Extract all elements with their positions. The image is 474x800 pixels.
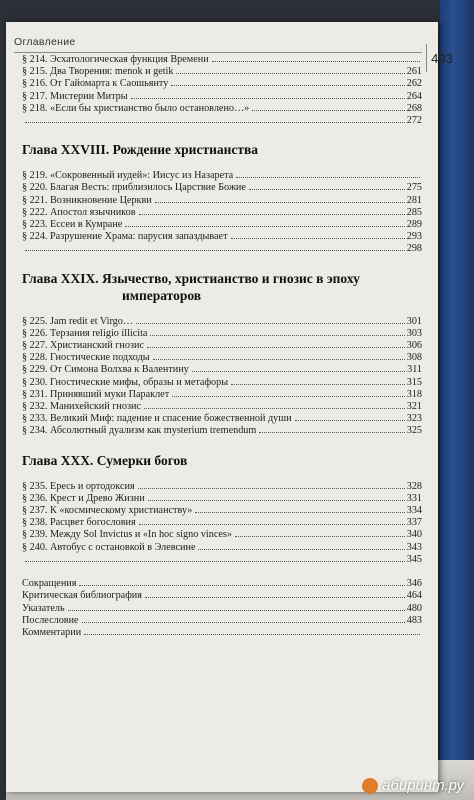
leader-dots (172, 396, 405, 397)
leader-dots (25, 250, 405, 251)
toc-entry-page: 289 (406, 219, 422, 231)
toc-entry-title: § 215. Два Творения: menok и getik (22, 66, 174, 78)
toc-entry-title: § 219. «Сокровенный иудей»: Иисус из Назарета (22, 170, 234, 182)
toc-entry[interactable] (22, 66, 422, 78)
toc-entry[interactable] (22, 195, 422, 207)
chapter-heading[interactable] (22, 270, 422, 304)
toc-entry[interactable] (22, 243, 422, 255)
leader-dots (147, 347, 405, 348)
toc-entry[interactable] (22, 115, 422, 127)
toc-entry[interactable] (22, 603, 422, 615)
leader-dots (236, 177, 420, 178)
toc-entry-page: 480 (406, 602, 422, 614)
toc-entry-page: 262 (406, 78, 422, 90)
leader-dots (125, 226, 404, 227)
toc-entry[interactable] (22, 340, 422, 352)
leader-dots (231, 238, 405, 239)
leader-dots (82, 622, 405, 623)
toc-entry-page: 464 (406, 590, 422, 602)
toc-entry-page: 272 (406, 115, 422, 127)
toc-entry-page: 281 (406, 194, 422, 206)
leader-dots (195, 512, 404, 513)
toc-entry-page: 346 (406, 578, 422, 590)
toc-entry[interactable] (22, 103, 422, 115)
leader-dots (138, 488, 405, 489)
toc-entry-title: § 223. Ессеи в Кумране (22, 219, 123, 231)
leader-dots (25, 561, 405, 562)
toc-entry-page: 268 (406, 102, 422, 114)
leader-dots (131, 98, 405, 99)
toc-entry[interactable] (22, 219, 422, 231)
toc-entry-title: § 232. Манихейский гнозис (22, 401, 141, 413)
leader-dots (148, 500, 405, 501)
toc-entry-page: 306 (406, 340, 422, 352)
toc-entry[interactable] (22, 542, 422, 554)
chapter-title: Глава XXVIII. Рождение христианства (22, 142, 259, 158)
leader-dots (252, 110, 404, 111)
toc-entry-page: 345 (406, 553, 422, 565)
leader-dots (176, 73, 404, 74)
toc-entry-title: § 218. «Если бы христианство было остановлено…» (22, 102, 250, 114)
back-matter (22, 578, 422, 639)
toc-entry[interactable] (22, 170, 422, 182)
toc-entry-page: 321 (406, 401, 422, 413)
chapter-heading[interactable] (22, 452, 422, 469)
toc-entry-title: § 236. Крест и Древо Жизни (22, 492, 145, 504)
toc-entry-page: 315 (406, 376, 422, 388)
toc-entry-page: 298 (406, 243, 422, 255)
chapter-title: Глава XXIX. Язычество, христианство и гнозис в эпоху (22, 270, 360, 286)
leader-dots (212, 61, 420, 62)
toc-section (22, 54, 422, 127)
toc-entry[interactable] (22, 413, 422, 425)
leader-dots (144, 408, 405, 409)
leader-dots (139, 524, 405, 525)
toc-entry-page: 323 (406, 413, 422, 425)
toc-entry-title: § 239. Между Sol Invictus и «In hoc signo vinces» (22, 529, 232, 541)
toc-entry[interactable] (22, 493, 422, 505)
toc-entry[interactable] (22, 401, 422, 413)
toc-entry-page: 343 (406, 541, 422, 553)
toc-entry[interactable] (22, 352, 422, 364)
toc-entry-page: 318 (406, 388, 422, 400)
leader-dots (231, 384, 405, 385)
labirint-logo-icon (362, 778, 378, 794)
toc-entry-title: § 226. Терзания religio illicita (22, 327, 148, 339)
toc-entry-page: 303 (406, 327, 422, 339)
toc-entry-page: 325 (406, 425, 422, 437)
toc-entry-title: § 227. Христианский гнозис (22, 340, 144, 352)
toc-entry-title: Критическая библиография (22, 590, 142, 602)
toc-entry-title: § 216. От Гайомарта к Саошьянту (22, 78, 169, 90)
leader-dots (235, 536, 405, 537)
toc-entry-title: § 240. Автобус с остановкой в Элевсине (22, 541, 196, 553)
toc-entry-page: 261 (406, 66, 422, 78)
leader-dots (192, 371, 405, 372)
toc-entry[interactable] (22, 54, 422, 66)
toc-entry-page: 264 (406, 90, 422, 102)
leader-dots (249, 189, 405, 190)
toc-entry[interactable] (22, 377, 422, 389)
toc-entry-title: § 233. Великий Миф: падение и спасение божественной души (22, 413, 292, 425)
toc-entry-title: § 222. Апостол язычников (22, 206, 136, 218)
toc-entry-title: § 234. Абсолютный дуализм как mysterium tremendum (22, 425, 257, 437)
toc-entry[interactable] (22, 389, 422, 401)
chapter-heading[interactable] (22, 141, 422, 158)
toc-entry[interactable] (22, 207, 422, 219)
toc-entry[interactable] (22, 231, 422, 243)
toc-entry[interactable] (22, 316, 422, 328)
toc-entry[interactable] (22, 91, 422, 103)
toc-entry-title: § 231. Принявший муки Параклет (22, 388, 170, 400)
toc-entry-title: § 238. Расцвет богословия (22, 517, 136, 529)
toc-entry[interactable] (22, 554, 422, 566)
toc-entry[interactable] (22, 529, 422, 541)
page-number: 493 (426, 44, 457, 72)
leader-dots (259, 432, 404, 433)
toc-entry[interactable] (22, 425, 422, 437)
leader-dots (25, 122, 405, 123)
toc-entry-title: § 221. Возникновение Церкви (22, 194, 152, 206)
toc-entry-title: § 220. Благая Весть: приблизилось Царствие Божие (22, 182, 246, 194)
toc-entry[interactable] (22, 481, 422, 493)
toc-entry-page: 337 (406, 517, 422, 529)
toc-entry-title: Сокращения (22, 578, 77, 590)
toc-entry-page: 275 (406, 182, 422, 194)
chapter-title-continued: императоров (122, 287, 202, 303)
toc-entry-page: 483 (406, 614, 422, 626)
table-of-contents (22, 54, 422, 639)
leader-dots (136, 323, 405, 324)
toc-entry-page: 308 (406, 352, 422, 364)
toc-entry-page: 293 (406, 231, 422, 243)
toc-entry[interactable] (22, 578, 422, 590)
book-page (6, 22, 453, 792)
toc-entry-title: § 230. Гностические мифы, образы и метафоры (22, 376, 229, 388)
toc-section (22, 452, 422, 566)
toc-entry-title: Указатель (22, 602, 65, 614)
toc-entry-title: § 229. От Симона Волхва к Валентину (22, 364, 189, 376)
toc-section (22, 141, 422, 255)
toc-entry-title: § 237. К «космическому христианству» (22, 505, 193, 517)
toc-entry-title: Послесловие (22, 614, 79, 626)
running-header: Оглавление (14, 36, 76, 48)
toc-entry-page: 334 (406, 505, 422, 517)
toc-entry[interactable] (22, 182, 422, 194)
toc-entry[interactable] (22, 590, 422, 602)
leader-dots (155, 202, 405, 203)
toc-entry-title: § 214. Эсхатологическая функция Времени (22, 54, 209, 65)
toc-entry[interactable] (22, 615, 422, 627)
leader-dots (198, 549, 404, 550)
leader-dots (150, 335, 404, 336)
watermark-text: абиринт.ру (382, 776, 464, 794)
toc-entry[interactable] (22, 627, 422, 639)
leader-dots (139, 214, 405, 215)
toc-entry-title: Комментарии (22, 626, 82, 638)
leader-dots (153, 359, 405, 360)
toc-entry-page: 331 (406, 492, 422, 504)
book-spine (440, 0, 474, 800)
toc-entry[interactable] (22, 364, 422, 376)
toc-entry-page: 311 (407, 364, 422, 376)
toc-entry[interactable] (22, 505, 422, 517)
leader-dots (145, 597, 405, 598)
leader-dots (68, 610, 405, 611)
toc-entry-page: 301 (406, 315, 422, 327)
toc-entry[interactable] (22, 517, 422, 529)
toc-entry-title: § 228. Гностические подходы (22, 352, 150, 364)
toc-entry[interactable] (22, 328, 422, 340)
leader-dots (295, 420, 405, 421)
leader-dots (171, 85, 404, 86)
toc-entry-title: § 217. Мистерии Митры (22, 90, 128, 102)
site-watermark (362, 777, 464, 794)
leader-dots (79, 585, 404, 586)
toc-entry-title: § 225. Jam redit et Virgo… (22, 315, 134, 327)
toc-section (22, 270, 422, 438)
toc-entry[interactable] (22, 78, 422, 90)
toc-entry-page: 328 (406, 480, 422, 492)
toc-entry-title: § 224. Разрушение Храма: парусия запаздывает (22, 231, 228, 243)
leader-dots (84, 634, 420, 635)
toc-entry-page: 340 (406, 529, 422, 541)
toc-entry-title: § 235. Ересь и ортодоксия (22, 480, 135, 492)
header-rule (14, 52, 422, 53)
chapter-title: Глава XXX. Сумерки богов (22, 452, 188, 468)
toc-entry-page: 285 (406, 206, 422, 218)
